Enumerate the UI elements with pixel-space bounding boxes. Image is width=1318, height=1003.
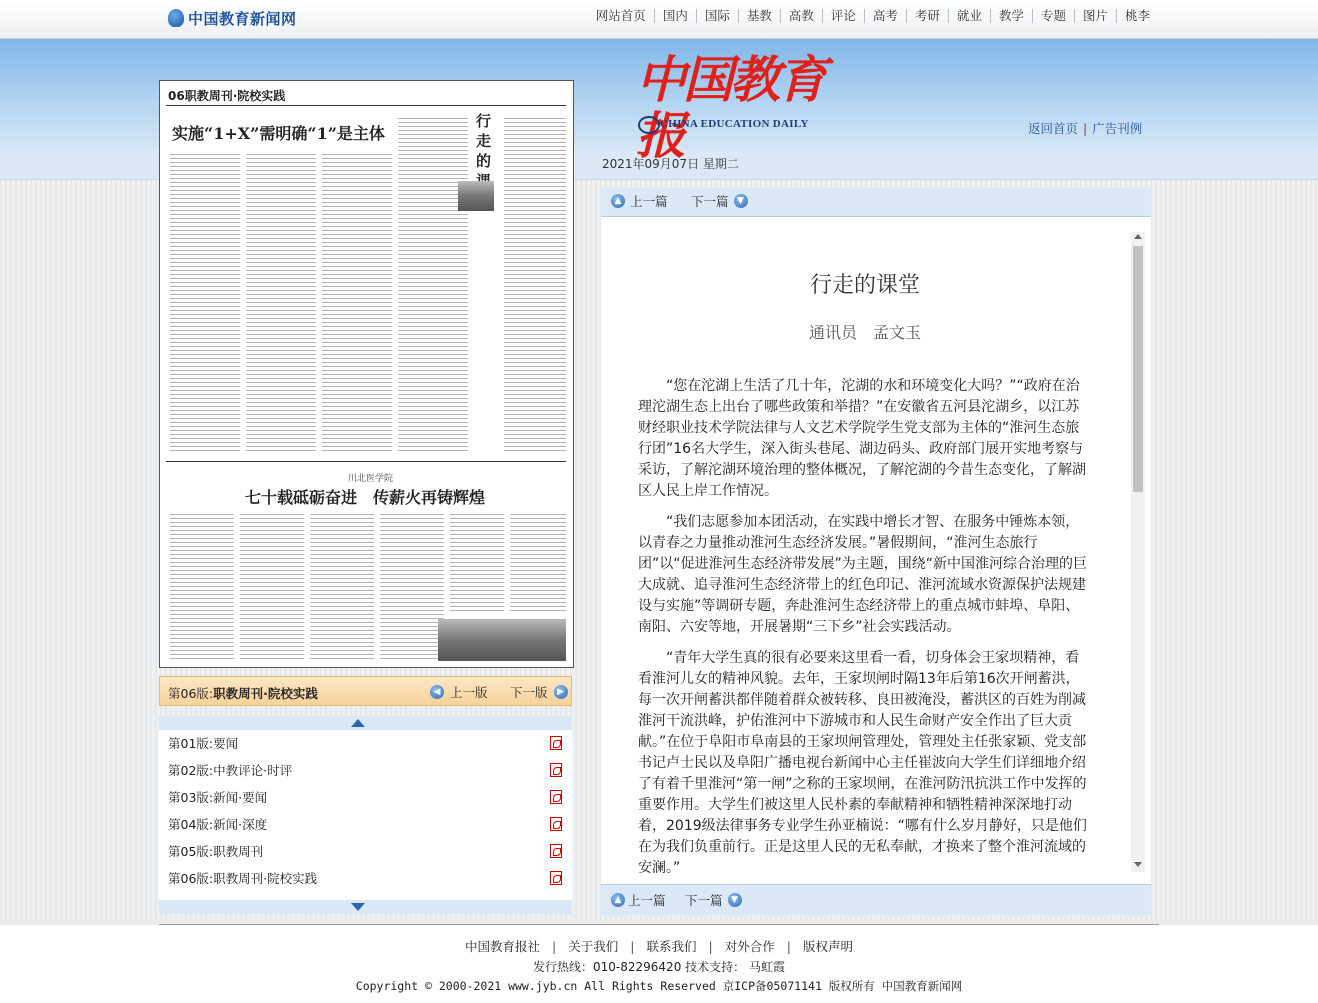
edition-bar (159, 676, 572, 706)
pdf-icon[interactable] (550, 844, 562, 858)
article-paragraph: “我们志愿参加本团活动，在实践中增长才智、在服务中锤炼本领，以青春之力量推动淮河生态经济发展。”暑假期间，“淮河生态旅行团”以“促进淮河生态经济带发展”为主题，围绕“新中国淮河综合治理的巨大成就、追寻淮河生态经济带上的红色印记、淮河流域水资源保护法规建设与实施”等调研专题，奔赴淮河生态经济带上的重点城市蚌埠、阜阳、南阳、六安等地，开展暑期“三下乡”社会实践活动。 (638, 514, 1088, 635)
footer-link-about[interactable]: 关于我们 (568, 939, 619, 954)
nav-employment[interactable]: 就业 (948, 9, 990, 23)
separator: | (552, 939, 557, 954)
paper-vertical-title[interactable]: 行走的 (476, 112, 492, 170)
paper-column (450, 513, 504, 613)
article-nav-top (601, 188, 1151, 217)
footer-link-contact[interactable]: 联系我们 (646, 939, 697, 954)
nav-gaokao[interactable]: 高考 (864, 9, 906, 23)
prev-article-button-bottom[interactable] (611, 891, 666, 909)
logo-icon (168, 9, 184, 27)
newspaper-masthead (636, 50, 836, 165)
paper-headline-1[interactable]: 实施“1+X”需明确“1”是主体 (172, 124, 385, 143)
edition-name: 职教周刊·院校实践 (213, 871, 318, 886)
paper-photo (438, 619, 566, 661)
pdf-icon[interactable] (550, 763, 562, 777)
edition-item[interactable] (159, 730, 572, 757)
nav-domestic[interactable]: 国内 (654, 9, 696, 23)
article-body (638, 376, 1088, 876)
nav-taoli[interactable]: 桃李 (1116, 9, 1158, 23)
paper-column (504, 117, 566, 453)
masthead-chinese: 中国教育报 (636, 50, 824, 165)
nav-teaching[interactable]: 教学 (990, 9, 1032, 23)
article-title: 行走的课堂 (809, 273, 920, 298)
paper-column (398, 117, 468, 453)
edition-name: 职教周刊 (213, 844, 264, 859)
article-scroll-area[interactable] (601, 224, 1151, 876)
edition-item[interactable] (159, 865, 572, 892)
paper-column (170, 153, 240, 453)
edition-item[interactable] (159, 757, 572, 784)
paper-column (246, 153, 316, 453)
site-logo-text: 中国教育新闻网 (188, 9, 297, 28)
masthead-english: CHINA EDUCATION DAILY (660, 118, 809, 130)
arrow-right-icon: ▶ (554, 685, 568, 699)
edition-list (159, 716, 572, 914)
pdf-icon[interactable] (550, 817, 562, 831)
prev-edition-label: 上一版 (450, 685, 488, 700)
nav-topics[interactable]: 专题 (1032, 9, 1074, 23)
arrow-left-icon: ◀ (430, 685, 444, 699)
scrollbar-down-icon[interactable] (1134, 862, 1142, 867)
footer-link-cooperation[interactable]: 对外合作 (724, 939, 775, 954)
prev-article-label: 上一篇 (630, 194, 668, 209)
prev-edition-button[interactable] (430, 683, 488, 701)
edition-item[interactable] (159, 784, 572, 811)
edition-name: 新闻·深度 (213, 817, 268, 832)
ad-rates-link[interactable]: 广告刊例 (1092, 121, 1143, 136)
newspaper-page-image[interactable] (159, 80, 574, 668)
scroll-down-icon[interactable] (351, 903, 365, 911)
current-edition (168, 684, 318, 702)
paper-column (322, 153, 392, 453)
separator: | (786, 939, 791, 954)
arrow-down-icon: ▼ (734, 194, 748, 208)
edition-number: 第06版: (168, 871, 214, 886)
footer-link-newspaper[interactable]: 中国教育报社 (465, 939, 541, 954)
footer-contact: 发行热线：010-82296420 技术支持： 马虹霞 (533, 960, 785, 974)
scroll-up-icon[interactable] (351, 719, 365, 727)
paper-subhead-2: 川北医学院 (348, 474, 394, 484)
pdf-icon[interactable] (550, 871, 562, 885)
article-author: 通讯员 孟文玉 (808, 323, 921, 342)
paper-rule (166, 105, 566, 106)
footer-link-copyright[interactable]: 版权声明 (802, 939, 853, 954)
next-article-button[interactable] (691, 192, 748, 210)
footer (0, 925, 1318, 1003)
edition-item[interactable] (159, 811, 572, 838)
article-paragraph: “青年大学生真的很有必要来这里看一看，切身体会王家坝精神，看看淮河儿女的精神风貌。去年，王家坝闸时隔13年后第16次开闸蓄洪，每一次开闸蓄洪都伴随着群众被转移、良田被淹没，蓄洪区的百姓为削减淮河干流洪峰，护佑淮河中下游城市和人民生命财产安全作出了巨大贡献。”在位于阜阳市阜南县的王家坝闸管理处，管理处主任张家颖、党支部书记卢士民以及阜阳广播电视台新闻中心主任崔波向大学生们详细地介绍了有着千里淮河“第一闸”之称的王家坝闸，在淮河防汛抗洪工作中发挥的重要作用。大学生们被这里人民朴素的奉献精神和牺牲精神深深地打动着，2019级法律事务专业学生孙亚楠说：“哪有什么岁月静好，只是他们在为我们负重前行。正是这里人民的无私奉献，才换来了整个淮河流域的安澜。” (638, 650, 1087, 876)
nav-kaoyan[interactable]: 考研 (906, 9, 948, 23)
next-article-button-bottom[interactable] (685, 891, 742, 909)
footer-copyright: Copyright © 2000-2021 www.jyb.cn All Rights Reserved 京ICP备05071141 版权所有 中国教育新闻网 (355, 979, 963, 993)
nav-basic-education[interactable]: 基教 (738, 9, 780, 23)
edition-number: 第02版: (168, 763, 214, 778)
scrollbar-thumb[interactable] (1133, 246, 1143, 492)
nav-commentary[interactable]: 评论 (822, 9, 864, 23)
current-edition-number: 第06版: (168, 686, 214, 701)
next-edition-label: 下一版 (510, 685, 548, 700)
paper-rule (166, 461, 566, 462)
paper-column (170, 513, 234, 661)
header-links (1028, 119, 1142, 137)
next-edition-button[interactable] (510, 683, 568, 701)
paper-column (310, 513, 374, 661)
edition-name: 中教评论·时评 (213, 763, 293, 778)
arrow-up-icon: ▲ (611, 893, 625, 907)
edition-number: 第05版: (168, 844, 214, 859)
article-paragraph: “您在沱湖上生活了几十年，沱湖的水和环境变化大吗？”“政府在治理沱湖生态上出台了哪些政策和举措？”在安徽省五河县沱湖乡，以江苏财经职业技术学院法律与人文艺术学院学生党支部为主体的“淮河生态旅行团”16名大学生，深入街头巷尾、湖边码头、政府部门展开实地考察与采访，了解沱湖环境治理的整体概况，了解沱湖的今昔生态变化，了解湖区人民上岸工作情况。 (638, 378, 1086, 499)
edition-name: 新闻·要闻 (213, 790, 268, 805)
edition-number: 第01版: (168, 736, 214, 751)
paper-photo (458, 181, 494, 211)
site-logo[interactable] (168, 6, 297, 30)
paper-column (240, 513, 304, 661)
arrow-up-icon: ▲ (611, 194, 625, 208)
top-bar (0, 0, 1318, 39)
nav-pictures[interactable]: 图片 (1074, 9, 1116, 23)
edition-number: 第04版: (168, 817, 214, 832)
nav-home[interactable]: 网站首页 (595, 8, 646, 23)
paper-column (510, 513, 566, 613)
current-edition-name: 职教周刊·院校实践 (213, 686, 318, 701)
nav-international[interactable]: 国际 (696, 9, 738, 23)
paper-headline-2[interactable]: 七十载砥砺奋进 传薪火再铸辉煌 (245, 488, 486, 507)
edition-list-items (159, 730, 572, 900)
prev-article-button[interactable] (611, 192, 668, 210)
edition-number: 第03版: (168, 790, 214, 805)
back-home-link[interactable]: 返回首页 (1028, 121, 1079, 136)
nav-higher-education[interactable]: 高教 (780, 9, 822, 23)
masthead-emblem-icon (638, 116, 660, 134)
next-article-label: 下一篇 (691, 194, 729, 209)
prev-article-label: 上一篇 (628, 893, 666, 908)
issue-date: 2021年09月07日 星期二 (602, 157, 739, 171)
scrollbar-up-icon[interactable] (1134, 234, 1142, 239)
separator: | (630, 939, 635, 954)
next-article-label: 下一篇 (685, 893, 723, 908)
pdf-icon[interactable] (550, 790, 562, 804)
separator: | (708, 939, 713, 954)
edition-name: 要闻 (213, 736, 239, 751)
pdf-icon[interactable] (550, 736, 562, 750)
arrow-down-icon: ▼ (728, 893, 742, 907)
article-nav-bottom (601, 884, 1151, 915)
paper-column (380, 513, 444, 661)
top-nav (588, 9, 1158, 23)
edition-item[interactable] (159, 838, 572, 865)
article-panel (601, 188, 1151, 914)
separator: | (1083, 121, 1088, 136)
paper-page-label: 06职教周刊·院校实践 (168, 89, 286, 103)
footer-links (0, 937, 1318, 955)
